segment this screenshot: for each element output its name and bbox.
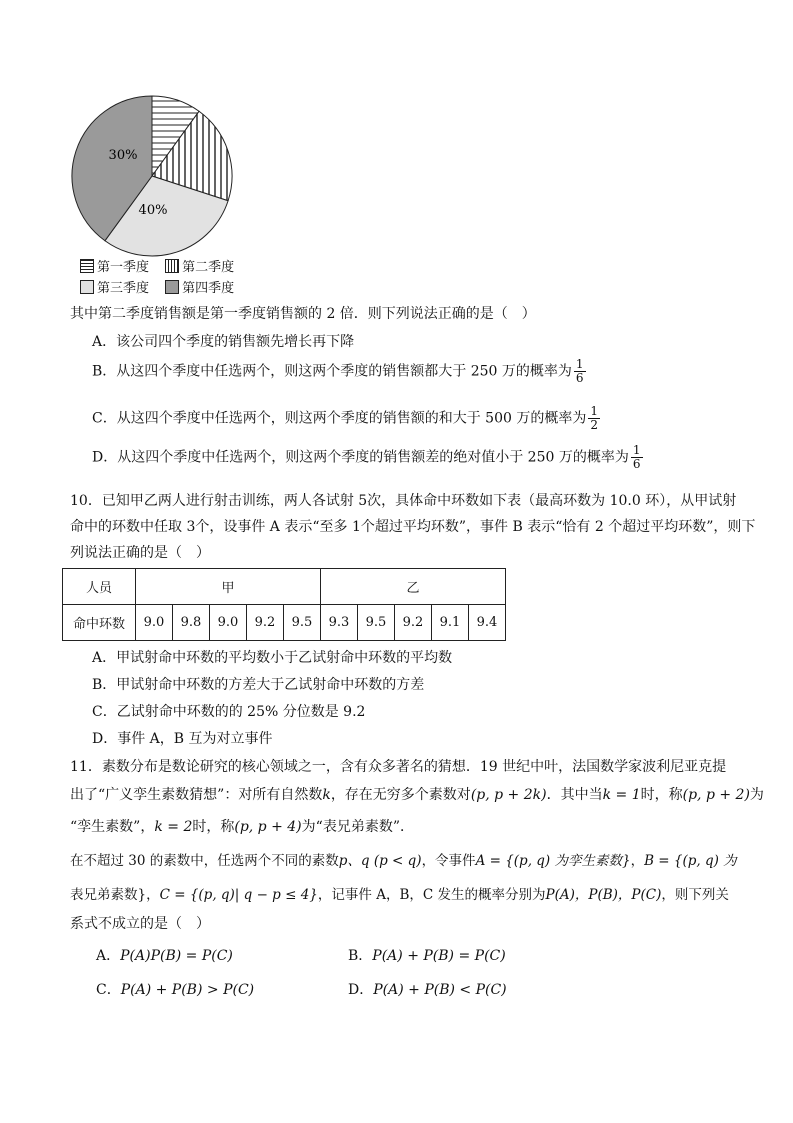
q10-option-b: B．甲试射命中环数的方差大于乙试射命中环数的方差 [92, 677, 425, 693]
legend-item-q1: 第一季度 [80, 260, 153, 275]
q11-line-2: 出了“广义孪生素数猜想”：对所有自然数k，存在无穷多个素数对(p, p + 2k)．其中当k = 1时，称(p, p + 2)为 [70, 787, 764, 803]
cell-yi-4: 9.1 [432, 605, 469, 641]
cell-yi-1: 9.3 [321, 605, 358, 641]
pie-chart [62, 86, 242, 266]
fraction: $\frac{1}{6}$ [575, 357, 584, 385]
header-jia: 甲 [136, 569, 321, 605]
q10-line-3: 列说法正确的是（ ） [70, 545, 210, 561]
header-yi: 乙 [321, 569, 506, 605]
legend-swatch-q4 [165, 280, 179, 294]
cell-jia-3: 9.0 [210, 605, 247, 641]
header-person: 人员 [63, 569, 136, 605]
legend-item-q3: 第三季度 [80, 281, 153, 296]
fraction: $\frac{1}{2}$ [590, 404, 598, 432]
q10-line-2: 命中的环数中任取 3个，设事件 A 表示“至多 1个超过平均环数”，事件 B 表示“恰有 2 个超过平均环数”，则下 [70, 519, 756, 535]
q11-line-5: 表兄弟素数}，C = {(p, q)| q − p ≤ 4}，记事件 A，B，C 发生的概率分别为P(A)，P(B)，P(C)，则下列关 [70, 887, 729, 903]
pie-label-q3: 30% [108, 148, 138, 163]
legend-item-q2: 第二季度 [165, 260, 234, 275]
shooting-table [62, 568, 506, 641]
table-header-row [63, 569, 506, 605]
legend-swatch-q2 [165, 259, 179, 273]
cell-jia-5: 9.5 [284, 605, 321, 641]
q10-option-a: A．甲试射命中环数的平均数小于乙试射命中环数的平均数 [92, 650, 453, 666]
q9-option-d: D．从这四个季度中任选两个，则这两个季度的销售额差的绝对值小于 250 万的概率为 $\frac{1}{6}$ [92, 443, 641, 471]
q10-option-d: D．事件 A，B 互为对立事件 [92, 731, 273, 747]
q11-option-c: C．P(A) + P(B) > P(C) [96, 982, 255, 998]
legend-row-1 [80, 256, 234, 275]
q11-line-6: 系式不成立的是（ ） [70, 916, 210, 932]
q11-line-1: 11．素数分布是数论研究的核心领域之一，含有众多著名的猜想．19 世纪中叶，法国数学家波利尼亚克提 [70, 759, 727, 775]
q11-option-b: B．P(A) + P(B) = P(C) [348, 948, 506, 964]
fraction: $\frac{1}{6}$ [632, 443, 641, 471]
q10-line-1: 10．已知甲乙两人进行射击训练，两人各试射 5次，具体命中环数如下表（最高环数为 10.0 环），从甲试射 [70, 493, 737, 509]
legend-item-q4: 第四季度 [165, 281, 234, 296]
q11-option-a: A．P(A)P(B) = P(C) [96, 948, 233, 964]
table-row [63, 605, 506, 641]
q9-option-a: A．该公司四个季度的销售额先增长再下降 [92, 334, 355, 350]
cell-jia-4: 9.2 [247, 605, 284, 641]
legend-swatch-q3 [80, 280, 94, 294]
pie-label-q4: 40% [138, 203, 168, 218]
cell-yi-3: 9.2 [395, 605, 432, 641]
q10-option-c: C．乙试射命中环数的的 25% 分位数是 9.2 [92, 704, 366, 720]
cell-yi-5: 9.4 [469, 605, 506, 641]
q9-option-b: B．从这四个季度中任选两个，则这两个季度的销售额都大于 250 万的概率为 $\frac{1}{6}$ [92, 357, 584, 385]
legend-swatch-q1 [80, 259, 94, 273]
cell-jia-2: 9.8 [173, 605, 210, 641]
legend-row-2 [80, 277, 234, 296]
cell-jia-1: 9.0 [136, 605, 173, 641]
q9-option-c: C．从这四个季度中任选两个，则这两个季度的销售额的和大于 500 万的概率为 $\frac{1}{2}$ [92, 404, 598, 432]
q9-stem: 其中第二季度销售额是第一季度销售额的 2 倍．则下列说法正确的是（ ） [70, 306, 536, 322]
cell-yi-2: 9.5 [358, 605, 395, 641]
q11-line-3: “孪生素数”，k = 2时，称(p, p + 4)为“表兄弟素数”． [70, 819, 414, 835]
row-label: 命中环数 [63, 605, 136, 641]
q11-option-d: D．P(A) + P(B) < P(C) [348, 982, 507, 998]
q11-line-4: 在不超过 30 的素数中，任选两个不同的素数p、q (p < q)，令事件A = {(p, q) 为孪生素数}，B = {(p, q) 为 [70, 853, 737, 869]
